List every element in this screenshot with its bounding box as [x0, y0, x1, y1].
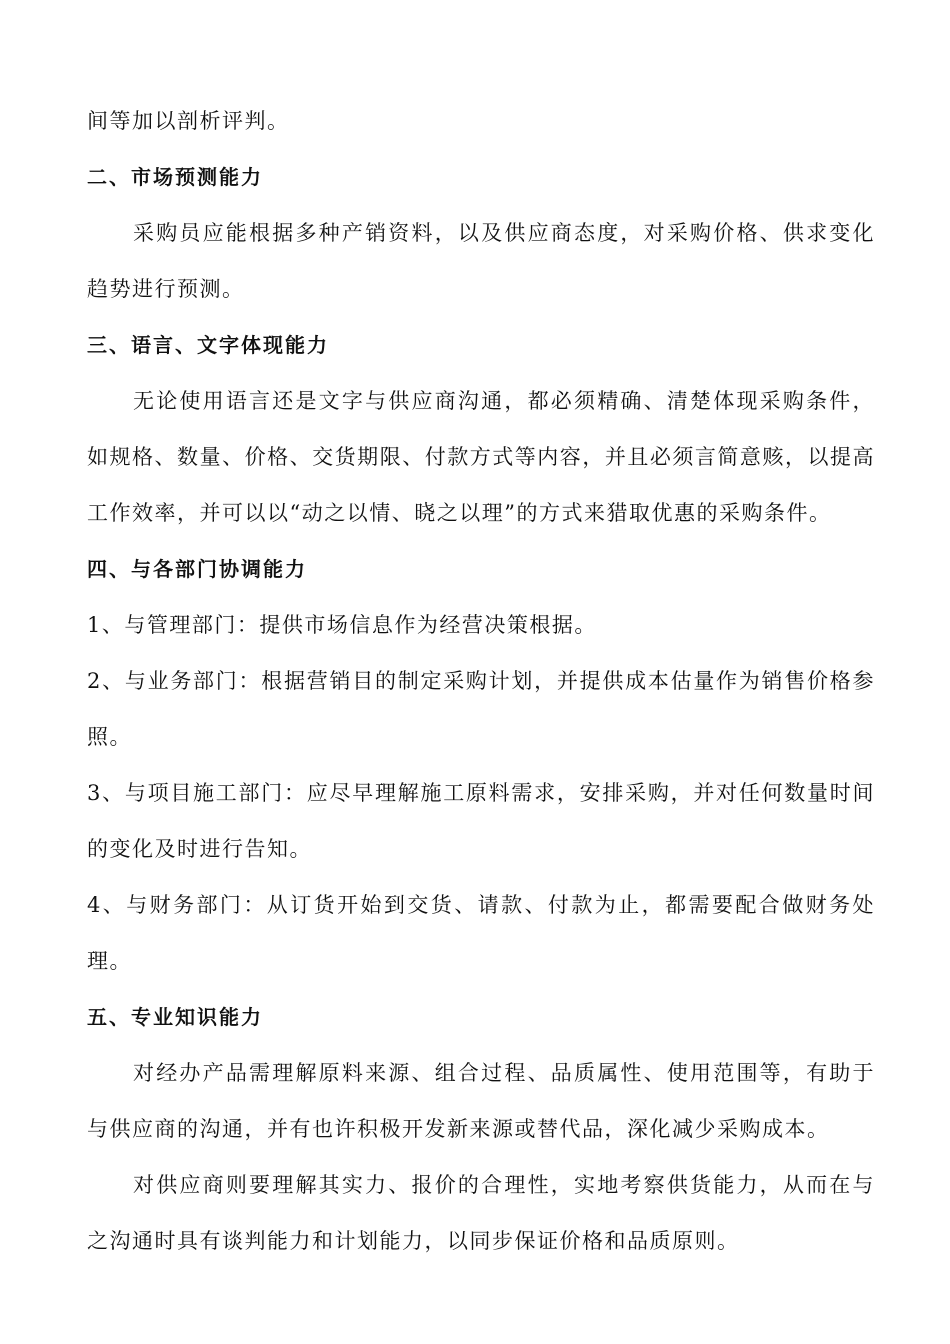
document-body: [87, 93, 875, 1269]
paragraph-market-forecast: 采购员应能根据多种产销资料，以及供应商态度，对采购价格、供求变化趋势进行预测。: [87, 221, 875, 301]
list-item-management: 1、与管理部门：提供市场信息作为经营决策根据。: [87, 613, 597, 637]
paragraph-supplier-knowledge: 对供应商则要理解其实力、报价的合理性，实地考察供货能力，从而在与之沟通时具有谈判能力和计划能力，以同步保证价格和品质原则。: [87, 1173, 875, 1253]
section-heading-department-coordination: 四、与各部门协调能力: [87, 557, 307, 581]
paragraph-continuation: 间等加以剖析评判。: [87, 109, 290, 133]
list-item-business: 2、与业务部门：根据营销目的制定采购计划，并提供成本估量作为销售价格参照。: [87, 669, 875, 749]
list-item-construction: 3、与项目施工部门：应尽早理解施工原料需求，安排采购，并对任何数量时间的变化及时进行告知。: [87, 781, 875, 861]
paragraph-product-knowledge: 对经办产品需理解原料来源、组合过程、品质属性、使用范围等，有助于与供应商的沟通，并有也许积极开发新来源或替代品，深化减少采购成本。: [87, 1061, 875, 1141]
section-heading-market-forecast: 二、市场预测能力: [87, 165, 263, 189]
paragraph-language-writing: 无论使用语言还是文字与供应商沟通，都必须精确、清楚体现采购条件，如规格、数量、价格、交货期限、付款方式等内容，并且必须言简意赅，以提高工作效率，并可以以“动之以情、晓之以理”的方式来猎取优惠的采购条件。: [87, 389, 875, 525]
list-item-finance: 4、与财务部门：从订货开始到交货、请款、付款为止，都需要配合做财务处理。: [87, 893, 875, 973]
section-heading-professional-knowledge: 五、专业知识能力: [87, 1005, 263, 1029]
section-heading-language-writing: 三、语言、文字体现能力: [87, 333, 329, 357]
